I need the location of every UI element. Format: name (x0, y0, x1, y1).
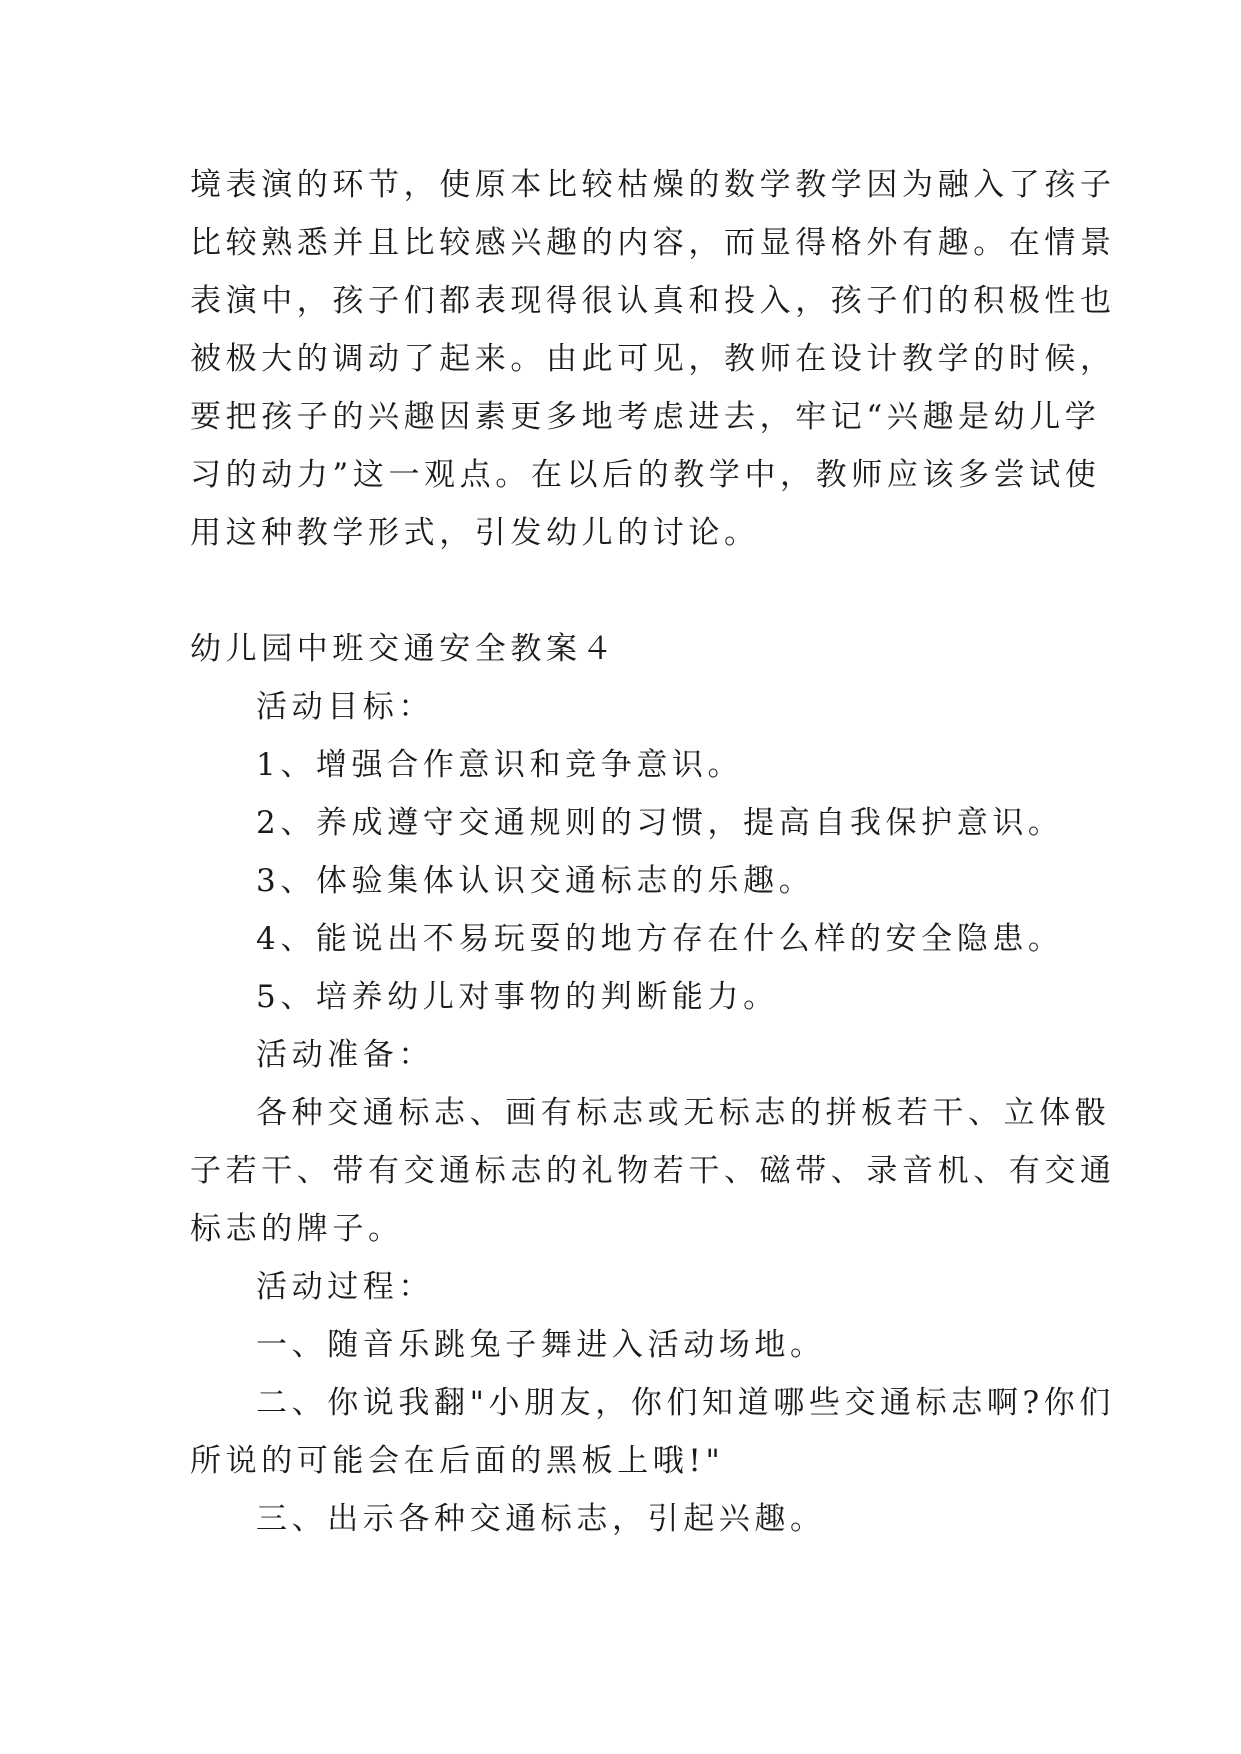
prep-paragraph-line: 各种交通标志、画有标志或无标志的拼板若干、立体骰 (256, 1095, 1111, 1131)
document-body (190, 156, 1116, 1548)
prep-paragraph-line: 标志的牌子。 (190, 1211, 404, 1247)
prep-paragraph-line: 子若干、带有交通标志的礼物若干、磁带、录音机、有交通 (190, 1153, 1116, 1189)
intro-paragraph-line: 用这种教学形式，引发幼儿的讨论。 (190, 515, 760, 551)
process-step: 一、随音乐跳兔子舞进入活动场地。 (256, 1327, 826, 1363)
goal-item: 3、体验集体认识交通标志的乐趣。 (256, 863, 815, 899)
goal-item: 2、养成遵守交通规则的习惯，提高自我保护意识。 (256, 805, 1064, 841)
intro-paragraph-line: 表演中，孩子们都表现得很认真和投入，孩子们的积极性也 (190, 283, 1116, 319)
intro-paragraph-line: 习的动力”这一观点。在以后的教学中，教师应该多尝试使 (190, 457, 1101, 493)
intro-paragraph-line: 比较熟悉并且比较感兴趣的内容，而显得格外有趣。在情景 (190, 225, 1116, 261)
section-title: 幼儿园中班交通安全教案４ (190, 631, 618, 667)
intro-paragraph-line: 被极大的调动了起来。由此可见，教师在设计教学的时候， (190, 341, 1116, 377)
spacer (190, 562, 1054, 620)
process-heading: 活动过程： (256, 1269, 434, 1305)
process-step: 三、出示各种交通标志，引起兴趣。 (256, 1501, 826, 1537)
intro-paragraph-line: 境表演的环节，使原本比较枯燥的数学教学因为融入了孩子 (190, 167, 1116, 203)
goal-item: 4、能说出不易玩耍的地方存在什么样的安全隐患。 (256, 921, 1064, 957)
prep-heading: 活动准备： (256, 1037, 434, 1073)
intro-paragraph-line: 要把孩子的兴趣因素更多地考虑进去，牢记“兴趣是幼儿学 (190, 399, 1101, 435)
goal-item: 1、增强合作意识和竞争意识。 (256, 747, 744, 783)
goals-heading: 活动目标： (256, 689, 434, 725)
goal-item: 5、培养幼儿对事物的判断能力。 (256, 979, 779, 1015)
process-step: 二、你说我翻"小朋友，你们知道哪些交通标志啊?你们 (256, 1385, 1115, 1421)
process-step-continuation: 所说的可能会在后面的黑板上哦!" (190, 1443, 725, 1479)
